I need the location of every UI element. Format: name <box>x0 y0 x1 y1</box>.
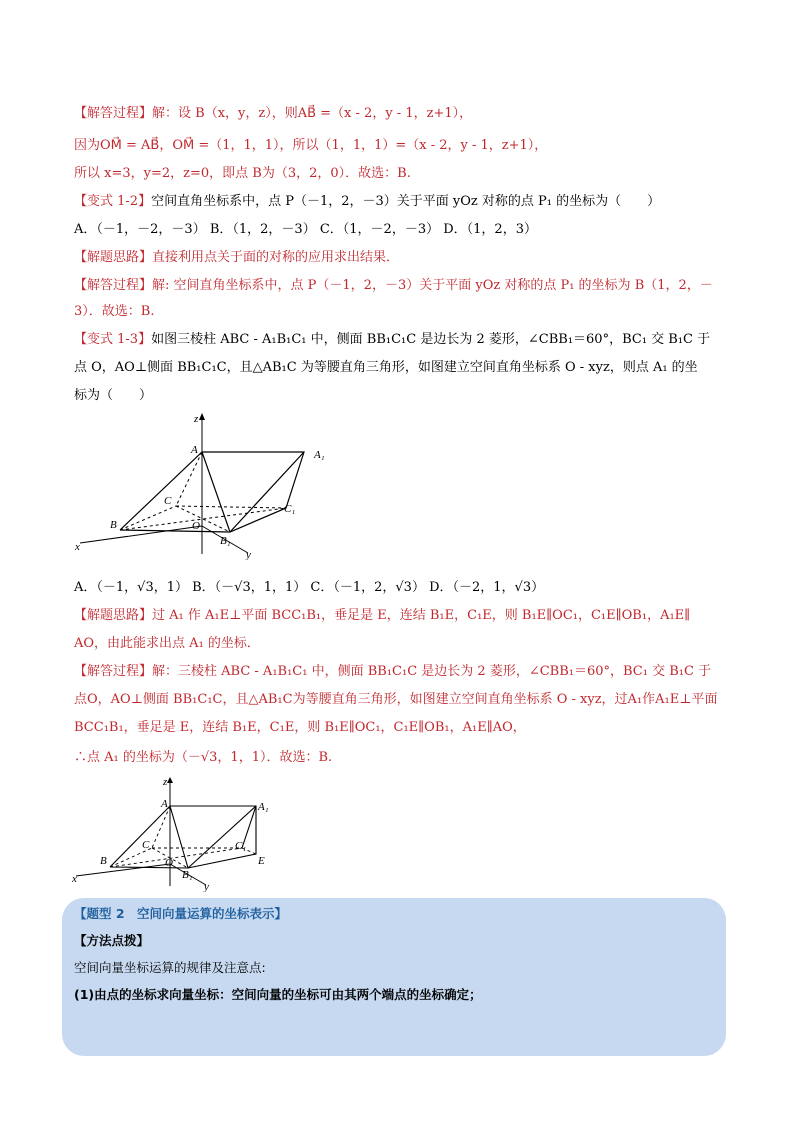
variant-1-2-question <box>74 194 660 210</box>
variant-1-3-approach-1 <box>74 608 690 624</box>
section-tag: 【解答过程】 <box>74 278 153 293</box>
fig1-label-b: B <box>110 519 117 531</box>
variant-1-2-options: A．（－1，－2，－3） B．（1，2，－3） C．（1，－2，－3） D．（1，2，3） <box>74 222 537 237</box>
variant-1-3-solution-2: 点O，AO⊥侧面 BB₁C₁C，且△AB₁C为等腰直角三角形，如图建立空间直角坐标系 O - xyz，过A₁作A₁E⊥平面 <box>74 692 718 707</box>
variant-1-2-solution-2: 3）．故选：B. <box>74 304 155 319</box>
fig1-label-y: y <box>246 549 251 560</box>
fig1-label-a1: A₁ <box>314 449 325 461</box>
variant-1-3-question-3: 标为（ ） <box>74 388 153 403</box>
fig1-label-o: O <box>192 520 200 532</box>
section-tag: 【解答过程】 <box>74 106 153 121</box>
fig2-label-a: A <box>161 798 168 810</box>
fig2-label-c1: C₁ <box>235 840 247 852</box>
variant-1-3-question-1 <box>74 332 710 348</box>
section-text: 过 A₁ 作 A₁E⊥平面 BCC₁B₁，垂足是 E，连结 B₁E，C₁E，则 B₁E∥OC₁，C₁E∥OB₁，A₁E∥ <box>152 608 691 623</box>
section-text: 空间直角坐标系中，点 P（－1，2，－3）关于平面 yOz 对称的点 P₁ 的坐标为（ ） <box>151 194 661 209</box>
solution-line-3: 所以 x=3，y=2，z=0，即点 B为（3，2，0）．故选：B. <box>74 166 411 181</box>
fig2-label-b: B <box>100 855 107 867</box>
fig1-label-c: C <box>164 495 172 507</box>
variant-1-2-solution-1 <box>74 278 713 294</box>
fig2-label-y: y <box>204 881 209 892</box>
variant-1-3-question-2: 点 O，AO⊥侧面 BB₁C₁C，且△AB₁C 为等腰直角三角形，如图建立空间直角坐标系 O - xyz，则点 A₁ 的坐 <box>74 360 698 375</box>
fig2-label-b1: B₁ <box>182 869 193 881</box>
solution-line-2: 因为OM⃗ = AB⃗，OM⃗ =（1，1，1），所以（1，1，1）=（x - 2，y - 1，z+1）， <box>74 138 548 153</box>
prism-figure-1 <box>70 408 350 560</box>
section-tag: 【变式 1-3】 <box>74 332 152 347</box>
prism-figure-2 <box>70 772 290 892</box>
section-text: 直接利用点关于面的对称的应用求出结果． <box>152 250 400 265</box>
variant-1-3-solution-3: BCC₁B₁，垂足是 E，连结 B₁E，C₁E，则 B₁E∥OC₁，C₁E∥OB₁，A₁E∥AO， <box>74 720 526 735</box>
section-text: 解：设 B（x，y，z），则AB⃗ =（x - 2，y - 1，z+1）， <box>152 106 473 121</box>
fig2-label-a1: A₁ <box>258 801 269 813</box>
variant-1-3-approach-2: AO，由此能求出点 A₁ 的坐标． <box>74 636 260 651</box>
variant-1-2-approach <box>74 250 399 266</box>
fig1-label-b1: B₁ <box>220 535 231 547</box>
section-tag: 【解答过程】 <box>74 664 153 679</box>
fig2-label-e: E <box>258 855 265 867</box>
fig1-label-x: x <box>75 541 80 553</box>
method-panel-title: 【题型 2 空间向量运算的坐标表示】 <box>74 906 288 921</box>
solution-line-1 <box>74 106 472 122</box>
variant-1-3-solution-1 <box>74 664 711 680</box>
section-tag: 【解题思路】 <box>74 608 153 623</box>
fig2-label-x: x <box>72 873 77 885</box>
method-panel-heading: 【方法点拨】 <box>74 933 150 948</box>
method-panel <box>62 898 726 1056</box>
method-panel-intro: 空间向量坐标运算的规律及注意点: <box>74 960 266 975</box>
section-text: 解: 空间直角坐标系中，点 P（－1，2，－3）关于平面 yOz 对称的点 P₁ 的坐标为 B（1，2，－ <box>152 278 713 293</box>
fig2-label-c: C <box>142 839 150 851</box>
fig2-label-z: z <box>163 776 168 788</box>
section-text: 如图三棱柱 ABC - A₁B₁C₁ 中，侧面 BB₁C₁C 是边长为 2 菱形，∠CBB₁＝60°，BC₁ 交 B₁C 于 <box>151 332 711 347</box>
variant-1-3-options: A．（－1，√3，1） B．（－√3，1，1） C．（－1，2，√3） D．（－2，1，√3） <box>74 580 545 595</box>
fig1-label-z: z <box>194 413 199 425</box>
fig1-label-c1: C₁ <box>284 503 296 515</box>
fig1-label-a: A <box>191 444 198 456</box>
variant-1-3-solution-4: ∴点 A₁ 的坐标为（－√3，1，1）．故选：B. <box>74 750 333 765</box>
section-tag: 【解题思路】 <box>74 250 153 265</box>
method-panel-item-1: (1)由点的坐标求向量坐标：空间向量的坐标可由其两个端点的坐标确定； <box>74 987 482 1002</box>
fig2-label-o: O <box>165 857 173 869</box>
section-text: 解：三棱柱 ABC - A₁B₁C₁ 中，侧面 BB₁C₁C 是边长为 2 菱形，∠CBB₁＝60°，BC₁ 交 B₁C 于 <box>152 664 712 679</box>
section-tag: 【变式 1-2】 <box>74 194 152 209</box>
